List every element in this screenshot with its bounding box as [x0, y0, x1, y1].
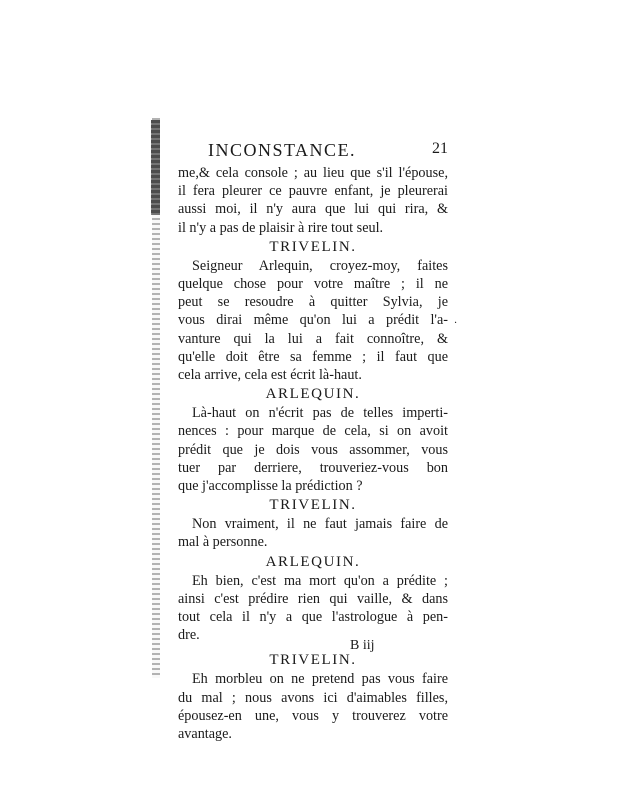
text-line: Eh morbleu on ne pretend pas vous faire [192, 671, 448, 688]
text-line: Seigneur Arlequin, croyez-moy, faites [192, 257, 448, 274]
text-line: dre. [178, 627, 200, 644]
running-head: INCONSTANCE. [208, 140, 357, 160]
text-line: Là-haut on n'écrit pas de telles imperti- [192, 405, 448, 422]
text-line: prédit que je dois vous assommer, vous [178, 441, 448, 458]
text-line: tout cela il n'y a que l'astrologue à pen- [178, 609, 448, 626]
text-line: aussi moi, il n'y aura que lui qui rira, & [178, 201, 448, 218]
stray-mark: · [454, 318, 458, 329]
text-line: il fera pleurer ce pauvre enfant, je pleurerai [178, 183, 448, 200]
text-block [178, 140, 448, 743]
text-line: Non vraiment, il ne faut jamais faire de [192, 516, 448, 533]
text-line: du mal ; nous avons ici d'aimables filles, [178, 689, 448, 706]
speaker-name: TRIVELIN. [269, 652, 357, 669]
text-line: ainsi c'est prédire rien qui vaille, & dans [178, 590, 448, 607]
text-line: il n'y a pas de plaisir à rire tout seul. [178, 219, 384, 236]
text-line: mal à personne. [178, 534, 268, 551]
binding-gutter-dark [151, 120, 160, 215]
page-number: 21 [432, 140, 448, 157]
speaker-name: TRIVELIN. [269, 238, 357, 255]
speaker-name: ARLEQUIN. [265, 386, 361, 403]
text-line: nences : pour marque de cela, si on avoit [178, 423, 448, 440]
speaker-name: TRIVELIN. [269, 497, 357, 514]
text-line: tuer par derriere, trouveriez-vous bon [178, 459, 448, 476]
text-line: cela arrive, cela est écrit là-haut. [178, 367, 362, 384]
signature-mark: B iij [350, 638, 375, 653]
text-line: me,& cela console ; au lieu que s'il l'épouse, [178, 165, 448, 181]
text-line: peut se resoudre à quitter Sylvia, je [178, 294, 448, 311]
text-line: épousez-en une, vous y trouverez votre [178, 707, 448, 724]
page-header [178, 140, 448, 164]
text-line: Eh bien, c'est ma mort qu'on a prédite ; [192, 572, 448, 589]
text-line: avantage. [178, 726, 232, 743]
text-line: vous dirai même qu'on lui a prédit l'a- [178, 312, 448, 329]
speaker-name: ARLEQUIN. [265, 553, 361, 570]
text-line: quelque chose pour votre maître ; il ne [178, 276, 448, 293]
text-line: qu'elle doit être sa femme ; il faut que [178, 348, 448, 365]
text-line: que j'accomplisse la prédiction ? [178, 478, 363, 495]
text-line: vanture qui la lui a fait connoître, & [178, 330, 448, 347]
body-text [178, 164, 448, 743]
